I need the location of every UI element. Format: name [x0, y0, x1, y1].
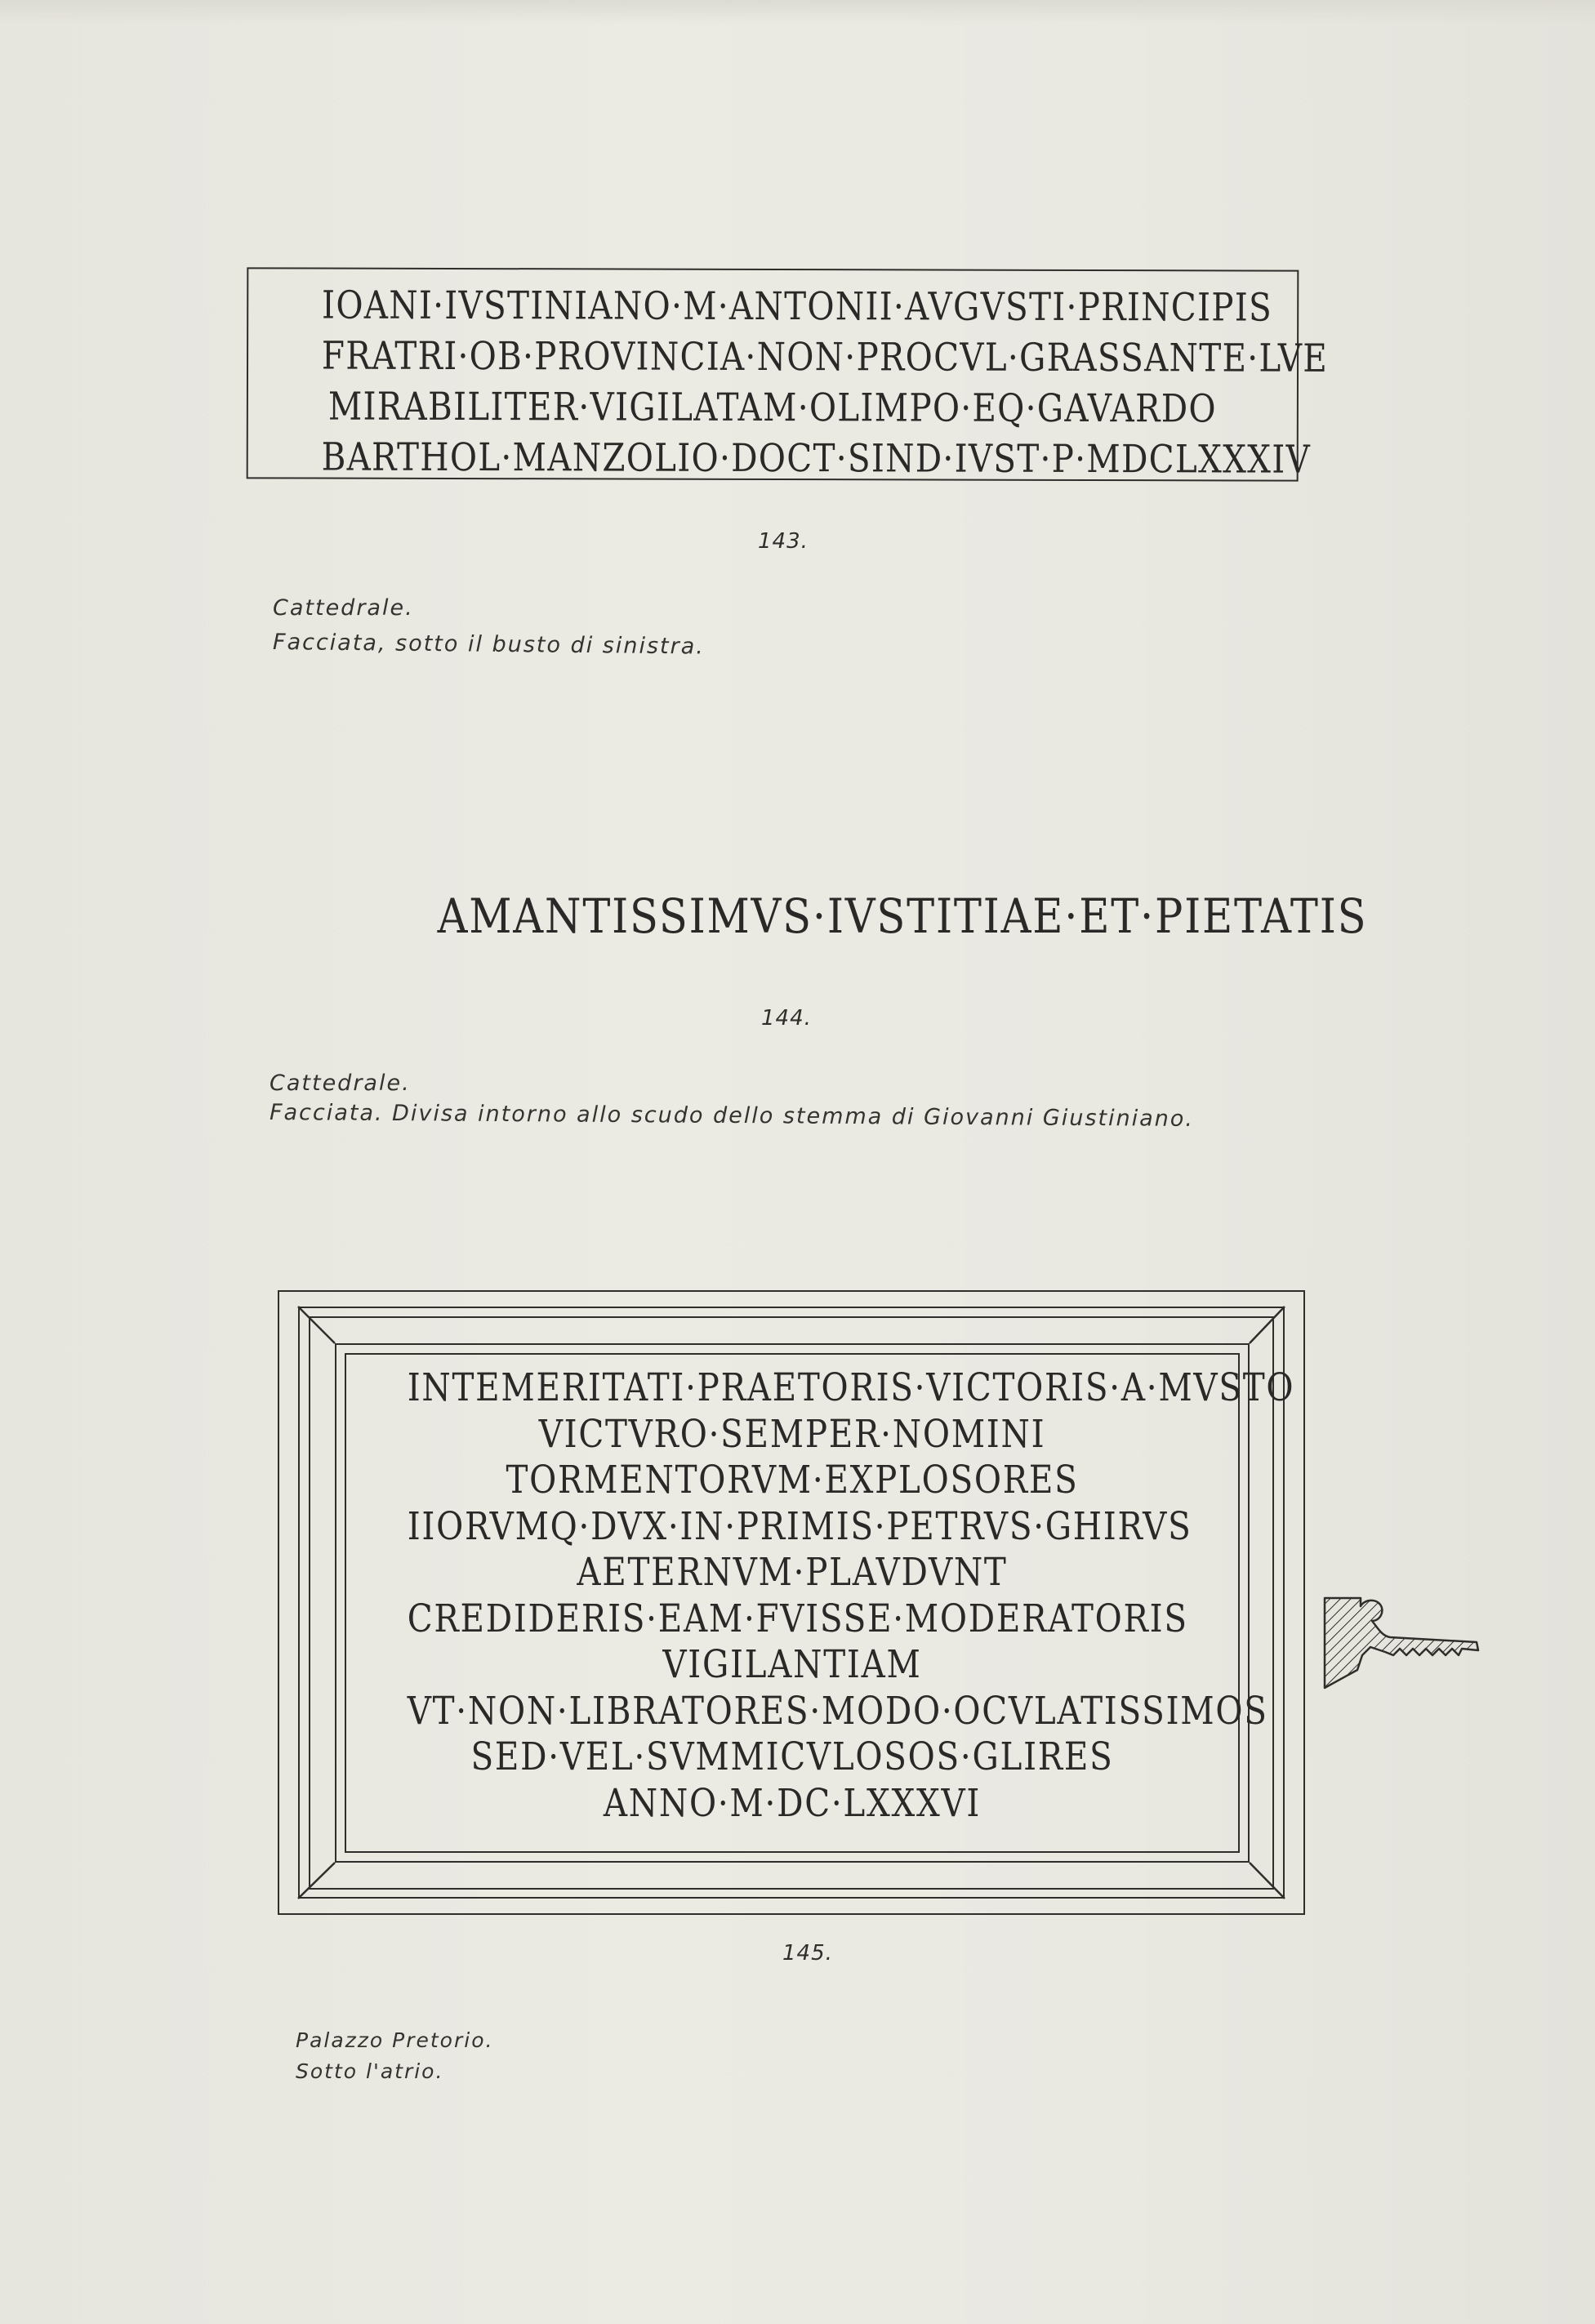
inscription-145-line: CREDIDERIS·EAM·FVISSE·MODERATORIS	[407, 1596, 1188, 1641]
inscription-145-line: SED·VEL·SVMMICVLOSOS·GLIRES	[470, 1734, 1114, 1779]
inscription-143-line: FRATRI·OB·PROVINCIA·NON·PROCVL·GRASSANTE·LVE	[321, 333, 1329, 381]
molding-profile-drawing	[1321, 1596, 1489, 1690]
caption-144-detail: Facciata. Divisa intorno allo scudo dello stemma di Giovanni Giustiniano.	[269, 1100, 1195, 1132]
inscription-143-line: MIRABILITER·VIGILATAM·OLIMPO·EQ·GAVARDO	[327, 384, 1217, 432]
caption-145-location: Palazzo Pretorio.	[296, 2028, 494, 2052]
inscription-145-text	[345, 1365, 1295, 1827]
inscription-145-line: IIORVMQ·DVX·IN·PRIMIS·PETRVS·GHIRVS	[407, 1503, 1192, 1549]
inscription-145-line: ANNO·M·DC·LXXXVI	[603, 1780, 982, 1826]
inscription-145-line: AETERNVM·PLAVDVNT	[577, 1550, 1008, 1595]
inscription-144-text: AMANTISSIMVS·IVSTITIAE·ET·PIETATIS	[437, 888, 1368, 944]
caption-145-detail: Sotto l'atrio.	[296, 2059, 444, 2083]
inscription-143-line: IOANI·IVSTINIANO·M·ANTONII·AVGVSTI·PRINCIPIS	[322, 283, 1273, 331]
caption-143-location: Cattedrale.	[273, 595, 414, 621]
inscription-143-line: BARTHOL·MANZOLIO·DOCT·SIND·IVST·P·MDCLXXXIV	[321, 434, 1312, 483]
inscription-145-line: VICTVRO·SEMPER·NOMINI	[538, 1411, 1046, 1457]
plate-number-144: 144.	[761, 1006, 812, 1031]
caption-144-location: Cattedrale.	[270, 1071, 411, 1096]
plate-number-145: 145.	[782, 1941, 833, 1966]
inscription-145-line: TORMENTORVM·EXPLOSORES	[506, 1458, 1079, 1503]
inscription-145-line: VIGILANTIAM	[662, 1642, 922, 1687]
inscription-145-line: VT·NON·LIBRATORES·MODO·OCVLATISSIMOS	[407, 1688, 1268, 1734]
caption-143-detail: Facciata, sotto il busto di sinistra.	[272, 630, 705, 660]
inscription-145-line: INTEMERITATI·PRAETORIS·VICTORIS·A·MVSTO	[407, 1365, 1295, 1410]
plate-number-143: 143.	[758, 529, 809, 554]
